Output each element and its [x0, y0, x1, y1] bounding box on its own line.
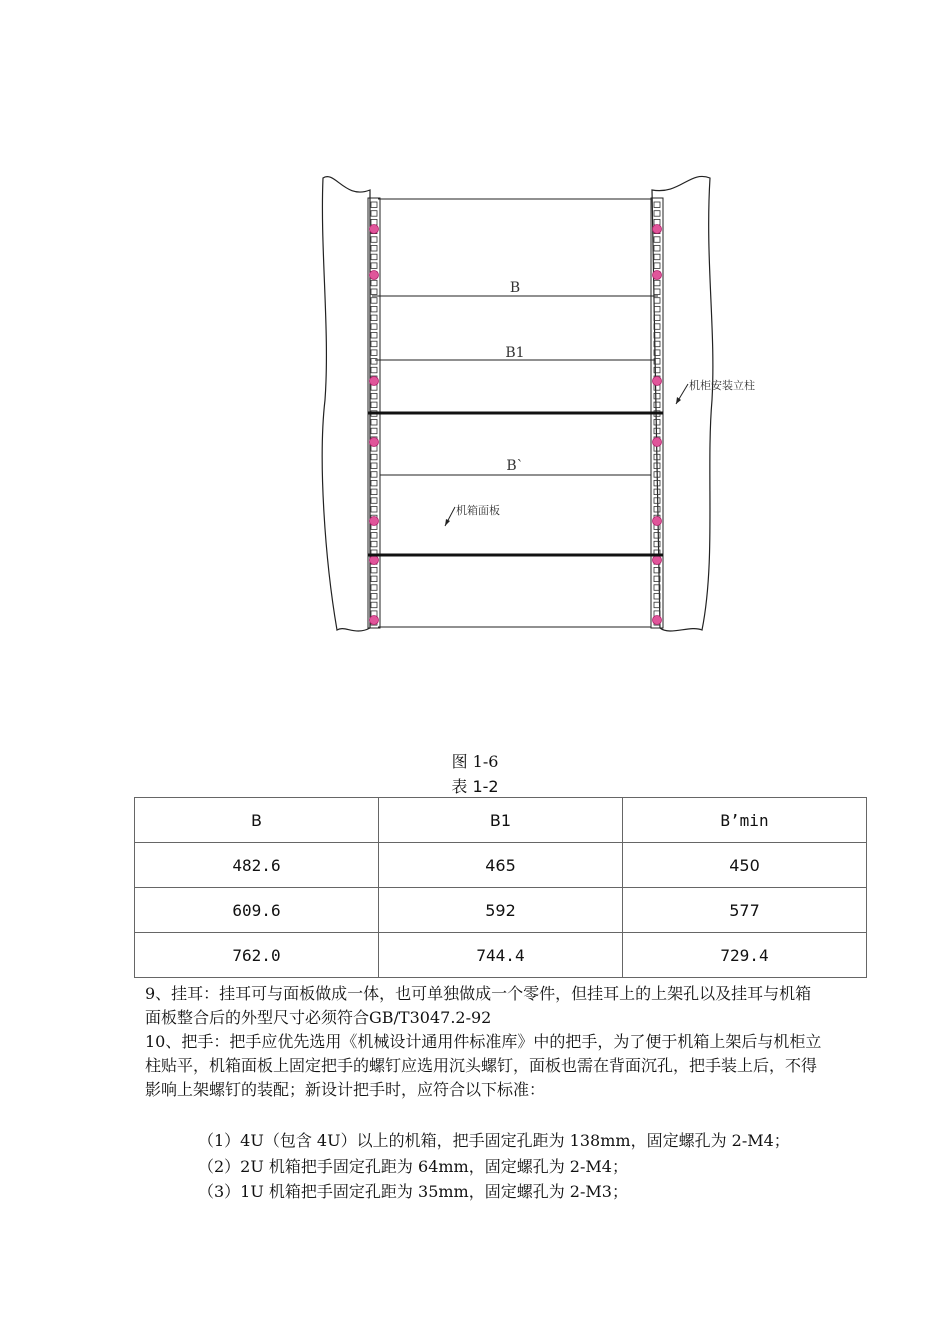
- rail-square-hole: [654, 237, 660, 243]
- rail-square-hole: [371, 472, 377, 478]
- figure-caption: 图 1-6: [451, 752, 499, 771]
- mounting-screw-hole: [370, 616, 379, 625]
- rail-square-hole: [654, 202, 660, 208]
- table-caption: 表 1-2: [451, 777, 499, 796]
- rail-square-hole: [371, 333, 377, 339]
- label-b1: B1: [505, 345, 525, 361]
- mounting-screw-hole: [370, 517, 379, 526]
- rail-square-hole: [371, 289, 377, 295]
- rail-square-hole: [371, 237, 377, 243]
- rail-square-hole: [371, 306, 377, 312]
- rail-square-hole: [371, 324, 377, 330]
- cabinet-outline-right: [652, 176, 713, 631]
- mounting-screw-hole: [370, 377, 379, 386]
- rail-square-hole: [654, 533, 660, 539]
- table-row: [135, 843, 867, 888]
- rail-square-hole: [371, 246, 377, 252]
- table-cell: 729.4: [623, 933, 867, 978]
- mounting-screw-hole: [653, 271, 662, 280]
- rail-square-hole: [371, 498, 377, 504]
- list-item: （2）2U 机箱把手固定孔距为 64mm，固定螺孔为 2-M4；: [198, 1157, 628, 1176]
- rail-square-hole: [371, 402, 377, 408]
- mounting-screw-hole: [653, 517, 662, 526]
- mounting-screw-hole: [653, 225, 662, 234]
- table-row: [135, 933, 867, 978]
- rail-square-hole: [654, 420, 660, 426]
- panel-leader-arrowhead: [445, 519, 450, 526]
- rail-square-hole: [371, 350, 377, 356]
- table-header-cell: B1: [379, 798, 623, 843]
- rail-square-hole: [654, 393, 660, 399]
- table-cell: 592: [379, 888, 623, 933]
- rail-square-hole: [371, 602, 377, 608]
- rail-square-hole: [371, 489, 377, 495]
- rail-square-hole: [371, 594, 377, 600]
- mounting-screw-hole: [370, 556, 379, 565]
- table-cell: 465: [379, 843, 623, 888]
- rail-square-hole: [371, 533, 377, 539]
- list-item: （1）4U（包含 4U）以上的机箱，把手固定孔距为 138mm，固定螺孔为 2-M4；: [198, 1131, 790, 1150]
- cabinet-outline-left: [322, 177, 370, 631]
- rail-square-hole: [371, 367, 377, 373]
- rail-square-hole: [654, 263, 660, 269]
- table-cell: 482.6: [135, 843, 379, 888]
- table-cell: 577: [623, 888, 867, 933]
- rail-square-hole: [371, 219, 377, 225]
- table-header-row: [135, 798, 867, 843]
- label-b: B: [509, 280, 521, 296]
- rail-square-hole: [371, 420, 377, 426]
- mounting-screw-hole: [370, 438, 379, 447]
- dimension-table: [134, 797, 867, 978]
- rail-square-hole: [371, 298, 377, 304]
- paragraph-handle: 10、把手：把手应优先选用《机械设计通用件标准库》中的把手，为了便于机箱上架后与机柜立柱贴平，机箱面板上固定把手的螺钉应选用沉头螺钉，面板也需在背面沉孔，把手装上后，不得影响上架螺钉的装配；新设计把手时，应符合以下标准：: [145, 1032, 822, 1099]
- rail-square-hole: [654, 219, 660, 225]
- rail-square-hole: [654, 254, 660, 260]
- paragraph-ears: 9、挂耳：挂耳可与面板做成一体，也可单独做成一个零件，但挂耳上的上架孔以及挂耳与机箱面板整合后的外型尺寸必须符合GB/T3047.2-92: [145, 984, 812, 1027]
- rail-square-hole: [371, 428, 377, 434]
- mounting-screw-hole: [653, 438, 662, 447]
- rail-square-hole: [654, 246, 660, 252]
- mounting-screw-hole: [370, 271, 379, 280]
- list-item: （3）1U 机箱把手固定孔距为 35mm，固定螺孔为 2-M3；: [198, 1182, 628, 1201]
- rail-square-hole: [371, 393, 377, 399]
- table-cell: 744.4: [379, 933, 623, 978]
- rail-square-hole: [371, 315, 377, 321]
- rail-square-hole: [654, 507, 660, 513]
- rail-square-hole: [371, 507, 377, 513]
- label-column: 机柜安装立柱: [689, 379, 755, 392]
- table-cell: 450: [623, 843, 867, 888]
- column-leader-arrowhead: [676, 397, 681, 404]
- rail-square-hole: [371, 254, 377, 260]
- table-row: [135, 888, 867, 933]
- rail-square-hole: [654, 280, 660, 286]
- table-header-cell: B’min: [623, 798, 867, 843]
- rail-square-hole: [371, 585, 377, 591]
- rail-square-hole: [371, 211, 377, 217]
- rail-square-hole: [654, 402, 660, 408]
- label-panel: 机箱面板: [456, 504, 500, 517]
- mounting-screw-hole: [653, 556, 662, 565]
- rail-square-hole: [371, 359, 377, 365]
- rail-square-hole: [371, 463, 377, 469]
- rail-square-hole: [371, 576, 377, 582]
- rail-square-hole: [654, 298, 660, 304]
- rail-square-hole: [371, 541, 377, 547]
- rail-square-hole: [371, 280, 377, 286]
- rail-square-hole: [371, 454, 377, 460]
- rail-square-hole: [654, 306, 660, 312]
- rail-square-hole: [371, 567, 377, 573]
- table-header-cell: B: [135, 798, 379, 843]
- rail-square-hole: [654, 211, 660, 217]
- mounting-screw-hole: [370, 225, 379, 234]
- mounting-screw-hole: [653, 377, 662, 386]
- rail-square-hole: [371, 202, 377, 208]
- rail-square-hole: [371, 341, 377, 347]
- table-cell: 609.6: [135, 888, 379, 933]
- rail-square-hole: [371, 263, 377, 269]
- rail-square-hole: [654, 289, 660, 295]
- label-b-prime: B`: [506, 458, 524, 474]
- rail-square-hole: [371, 480, 377, 486]
- table-cell: 762.0: [135, 933, 379, 978]
- rail-square-hole: [654, 498, 660, 504]
- mounting-screw-hole: [653, 616, 662, 625]
